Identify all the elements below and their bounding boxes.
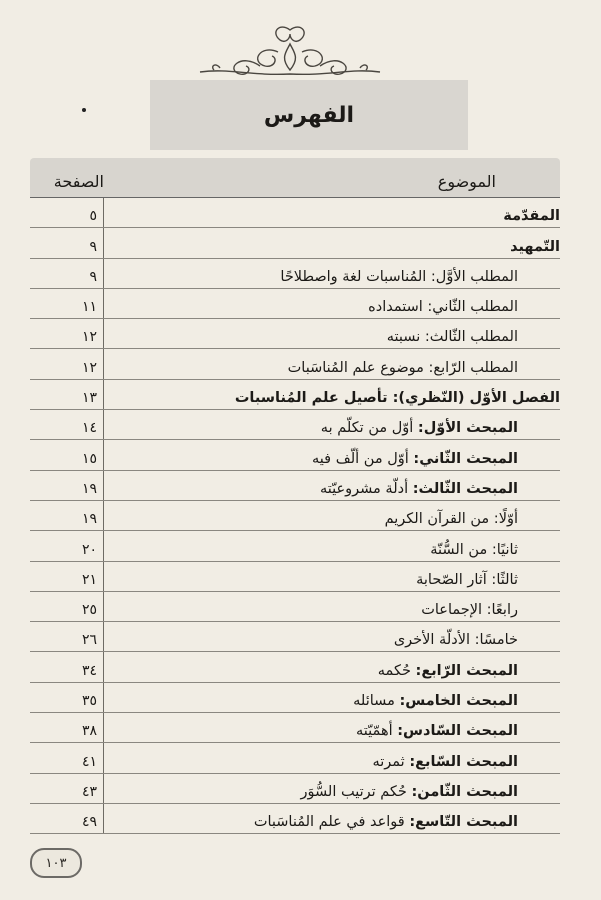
toc-row[interactable]: [30, 713, 560, 743]
toc-row[interactable]: [30, 622, 560, 652]
toc-row-page: ٤٣: [30, 774, 104, 803]
toc-row-page: ١٤: [30, 410, 104, 439]
toc-row-page: ١٩: [30, 471, 104, 500]
toc-row[interactable]: [30, 471, 560, 501]
column-header-topic: الموضوع: [437, 172, 496, 191]
decorative-dot: [82, 108, 86, 112]
toc-row-topic: [104, 269, 560, 288]
toc-row-text: ثانيًا: من السُّنّة: [430, 541, 518, 558]
toc-row-page: ٢٥: [30, 592, 104, 621]
toc-row-text: أوّلًا: من القرآن الكريم: [384, 511, 518, 528]
toc-row-label: المبحث الثّاني:: [413, 450, 518, 467]
toc-row-topic: [104, 451, 560, 470]
toc-row-topic: [104, 693, 560, 712]
toc-row-text: ثالثًا: آثار الصّحابة: [416, 571, 518, 588]
toc-row-text: مسائله: [353, 693, 400, 710]
toc-row[interactable]: [30, 259, 560, 289]
toc-row-text: قواعد في علم المُناسَبات: [253, 814, 410, 831]
toc-row-label: المبحث السّابع:: [409, 753, 518, 770]
toc-row[interactable]: [30, 198, 560, 228]
toc-row-page: ٩: [30, 228, 104, 257]
toc-row-label: المبحث التّاسع:: [409, 814, 518, 831]
toc-header: [30, 158, 560, 198]
toc-row-topic: [104, 542, 560, 561]
toc-row-label: المبحث الثّالث:: [412, 480, 518, 497]
toc-row-page: ٤٩: [30, 804, 104, 833]
toc-row-label: المبحث الثّامن:: [411, 783, 518, 800]
toc-row[interactable]: [30, 380, 560, 410]
toc-row-topic: [104, 632, 560, 651]
toc-row[interactable]: [30, 319, 560, 349]
toc-row-text: أوّل من ألّف فيه: [312, 450, 414, 467]
toc-row-topic: [104, 754, 560, 773]
toc-row[interactable]: [30, 501, 560, 531]
toc-row-page: ٢٠: [30, 531, 104, 560]
title-box: [150, 80, 468, 150]
toc-row-page: ٢٦: [30, 622, 104, 651]
toc-row-topic: [104, 602, 560, 621]
toc-row[interactable]: [30, 440, 560, 470]
toc-row-page: ٣٨: [30, 713, 104, 742]
toc-row-label: المبحث الخامس:: [399, 693, 518, 710]
toc-row-topic: [104, 572, 560, 591]
toc-row[interactable]: [30, 349, 560, 379]
toc-row-label: المبحث الأوّل:: [417, 420, 518, 437]
toc-row-topic: [104, 420, 560, 439]
toc-row-text: حُكمه: [377, 662, 416, 679]
toc-row-topic: [104, 208, 560, 227]
toc-row[interactable]: [30, 289, 560, 319]
toc-row-text: المطلب الثّالث: نسبته: [386, 329, 518, 346]
toc-row-page: ٥: [30, 198, 104, 227]
floral-ornament: [190, 22, 390, 82]
toc-row[interactable]: [30, 743, 560, 773]
toc-row[interactable]: [30, 562, 560, 592]
toc-row[interactable]: [30, 410, 560, 440]
toc-row[interactable]: [30, 804, 560, 834]
toc-row-text: خامسًا: الأدلّة الأخرى: [393, 632, 518, 649]
toc-row-label: المبحث الرّابع:: [415, 662, 518, 679]
toc-row-text: أهمّيّته: [356, 723, 398, 740]
toc-row-topic: [104, 390, 560, 409]
toc-row[interactable]: [30, 228, 560, 258]
toc-row-topic: [104, 239, 560, 258]
toc-row[interactable]: [30, 774, 560, 804]
toc-row-topic: [104, 814, 560, 833]
toc-row-page: ١٣: [30, 380, 104, 409]
toc-row-page: ١٢: [30, 319, 104, 348]
toc-row-page: ١٩: [30, 501, 104, 530]
toc-row-text: الفصل الأوّل (النّظري): تأصيل علم المُناسبات: [234, 390, 560, 407]
column-header-page: الصفحة: [53, 172, 104, 191]
toc-row[interactable]: [30, 592, 560, 622]
page-number-badge: [30, 848, 82, 878]
toc-row-page: ١٥: [30, 440, 104, 469]
toc-row-topic: [104, 329, 560, 348]
toc-row[interactable]: [30, 652, 560, 682]
toc-row-text: أوّل من تكلّم به: [320, 420, 418, 437]
toc-rows: [30, 198, 560, 834]
toc-row[interactable]: [30, 683, 560, 713]
toc-row-topic: [104, 511, 560, 530]
toc-row-label: المبحث السّادس:: [397, 723, 518, 740]
toc-row-text: المطلب الثّاني: استمداده: [368, 299, 518, 316]
toc-row-topic: [104, 723, 560, 742]
toc-row-page: ١١: [30, 289, 104, 318]
toc-row-text: المطلب الأوَّل: المُناسبات لغة واصطلاحًا: [280, 268, 518, 285]
toc-row-page: ٩: [30, 259, 104, 288]
toc-row-page: ٣٥: [30, 683, 104, 712]
toc-row[interactable]: [30, 531, 560, 561]
toc-row-text: التّمهيد: [510, 238, 560, 255]
toc-row-page: ٣٤: [30, 652, 104, 681]
toc-row-text: ثمرته: [372, 753, 410, 770]
toc-row-text: أدلّة مشروعيّته: [319, 480, 413, 497]
toc-row-topic: [104, 299, 560, 318]
toc-row-text: حُكم ترتيب السُّوَر: [300, 783, 412, 800]
toc-row-topic: [104, 481, 560, 500]
toc-row-page: ٢١: [30, 562, 104, 591]
toc-row-topic: [104, 784, 560, 803]
toc-row-topic: [104, 360, 560, 379]
page-number: ١٠٣: [45, 855, 67, 871]
toc-row-text: رابعًا: الإجماعات: [421, 602, 518, 619]
toc-row-text: المقدّمة: [503, 208, 560, 225]
table-of-contents: [30, 158, 560, 834]
toc-row-topic: [104, 663, 560, 682]
toc-row-page: ١٢: [30, 349, 104, 378]
toc-row-text: المطلب الرّابع: موضوع علم المُناسَبات: [287, 359, 518, 376]
toc-row-page: ٤١: [30, 743, 104, 772]
page-title: الفهرس: [263, 102, 355, 128]
